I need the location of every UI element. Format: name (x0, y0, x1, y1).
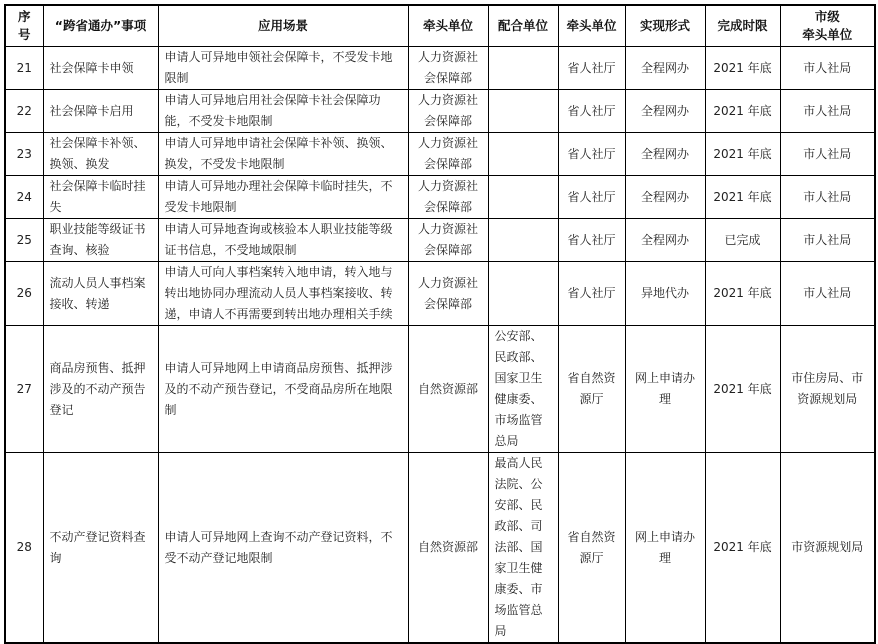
cell-no: 23 (5, 133, 43, 176)
table-row (5, 326, 875, 453)
cell-form: 全程网办 (625, 133, 705, 176)
cell-deadline: 2021 年底 (705, 453, 780, 644)
col-header-item: “跨省通办”事项 (43, 5, 158, 47)
cell-lead: 人力资源社会保障部 (408, 133, 488, 176)
col-header-lead: 牵头单位 (408, 5, 488, 47)
cell-form: 异地代办 (625, 262, 705, 326)
table-row (5, 133, 875, 176)
cell-coop (488, 133, 558, 176)
cell-no: 24 (5, 176, 43, 219)
cell-item: 社会保障卡启用 (43, 90, 158, 133)
cell-coop: 最高人民法院、公安部、民政部、司法部、国家卫生健康委、市场监管总局 (488, 453, 558, 644)
cell-item: 不动产登记资料查询 (43, 453, 158, 644)
cell-lead: 人力资源社会保障部 (408, 176, 488, 219)
cell-lead-prov: 省人社厅 (558, 47, 625, 90)
cell-item: 流动人员人事档案接收、转递 (43, 262, 158, 326)
cell-city-lead: 市人社局 (780, 176, 875, 219)
col-header-city-lead-line1: 市级 (814, 9, 840, 24)
cell-lead: 人力资源社会保障部 (408, 219, 488, 262)
services-table (4, 4, 876, 644)
cell-city-lead: 市人社局 (780, 133, 875, 176)
cell-lead-prov: 省人社厅 (558, 176, 625, 219)
col-header-city-lead (780, 5, 875, 47)
cell-scene: 申请人可异地网上查询不动产登记资料，不受不动产登记地限制 (158, 453, 408, 644)
col-header-deadline: 完成时限 (705, 5, 780, 47)
cell-form: 网上申请办理 (625, 453, 705, 644)
cell-deadline: 2021 年底 (705, 262, 780, 326)
col-header-scene: 应用场景 (158, 5, 408, 47)
cell-form: 全程网办 (625, 47, 705, 90)
cell-item: 社会保障卡补领、换领、换发 (43, 133, 158, 176)
cell-city-lead: 市人社局 (780, 90, 875, 133)
cell-city-lead: 市人社局 (780, 262, 875, 326)
table-row (5, 262, 875, 326)
cell-lead-prov: 省人社厅 (558, 219, 625, 262)
cell-item: 社会保障卡临时挂失 (43, 176, 158, 219)
cell-deadline: 2021 年底 (705, 176, 780, 219)
cell-deadline: 2021 年底 (705, 133, 780, 176)
table-row (5, 176, 875, 219)
cell-no: 27 (5, 326, 43, 453)
cell-form: 全程网办 (625, 90, 705, 133)
col-header-no: 序号 (5, 5, 43, 47)
cell-form: 全程网办 (625, 176, 705, 219)
cell-form: 全程网办 (625, 219, 705, 262)
cell-scene: 申请人可异地申请社会保障卡补领、换领、换发，不受发卡地限制 (158, 133, 408, 176)
cell-no: 28 (5, 453, 43, 644)
cell-city-lead: 市人社局 (780, 47, 875, 90)
cell-lead-prov: 省人社厅 (558, 262, 625, 326)
cell-lead: 人力资源社会保障部 (408, 262, 488, 326)
cell-scene: 申请人可异地申领社会保障卡，不受发卡地限制 (158, 47, 408, 90)
cell-scene: 申请人可异地办理社会保障卡临时挂失，不受发卡地限制 (158, 176, 408, 219)
table-row (5, 219, 875, 262)
cell-city-lead: 市住房局、市资源规划局 (780, 326, 875, 453)
col-header-lead-prov: 牵头单位 (558, 5, 625, 47)
cell-coop (488, 47, 558, 90)
cell-lead-prov: 省自然资源厅 (558, 326, 625, 453)
cell-coop: 公安部、民政部、国家卫生健康委、市场监管总局 (488, 326, 558, 453)
cell-scene: 申请人可异地查询或核验本人职业技能等级证书信息，不受地域限制 (158, 219, 408, 262)
cell-lead-prov: 省人社厅 (558, 133, 625, 176)
cell-coop (488, 90, 558, 133)
cell-no: 21 (5, 47, 43, 90)
cell-lead: 自然资源部 (408, 453, 488, 644)
cell-deadline: 已完成 (705, 219, 780, 262)
cell-no: 25 (5, 219, 43, 262)
cell-scene: 申请人可异地启用社会保障卡社会保障功能，不受发卡地限制 (158, 90, 408, 133)
table-header-row (5, 5, 875, 47)
table-row (5, 47, 875, 90)
cell-deadline: 2021 年底 (705, 90, 780, 133)
table-row (5, 90, 875, 133)
col-header-coop: 配合单位 (488, 5, 558, 47)
table-row (5, 453, 875, 644)
cell-item: 社会保障卡申领 (43, 47, 158, 90)
cell-deadline: 2021 年底 (705, 47, 780, 90)
cell-lead-prov: 省人社厅 (558, 90, 625, 133)
cell-scene: 申请人可异地网上申请商品房预售、抵押涉及的不动产预告登记，不受商品房所在地限制 (158, 326, 408, 453)
cell-city-lead: 市人社局 (780, 219, 875, 262)
cell-no: 22 (5, 90, 43, 133)
cell-scene: 申请人可向人事档案转入地申请，转入地与转出地协同办理流动人员人事档案接收、转递，申请人不再需要到转出地办理相关手续 (158, 262, 408, 326)
cell-lead: 自然资源部 (408, 326, 488, 453)
cell-coop (488, 262, 558, 326)
cell-item: 商品房预售、抵押涉及的不动产预告登记 (43, 326, 158, 453)
cell-coop (488, 219, 558, 262)
cell-lead: 人力资源社会保障部 (408, 90, 488, 133)
cell-deadline: 2021 年底 (705, 326, 780, 453)
cell-lead-prov: 省自然资源厅 (558, 453, 625, 644)
cell-item: 职业技能等级证书查询、核验 (43, 219, 158, 262)
cell-no: 26 (5, 262, 43, 326)
cell-city-lead: 市资源规划局 (780, 453, 875, 644)
cell-coop (488, 176, 558, 219)
cell-lead: 人力资源社会保障部 (408, 47, 488, 90)
col-header-form: 实现形式 (625, 5, 705, 47)
cell-form: 网上申请办理 (625, 326, 705, 453)
col-header-city-lead-line2: 牵头单位 (802, 27, 853, 42)
